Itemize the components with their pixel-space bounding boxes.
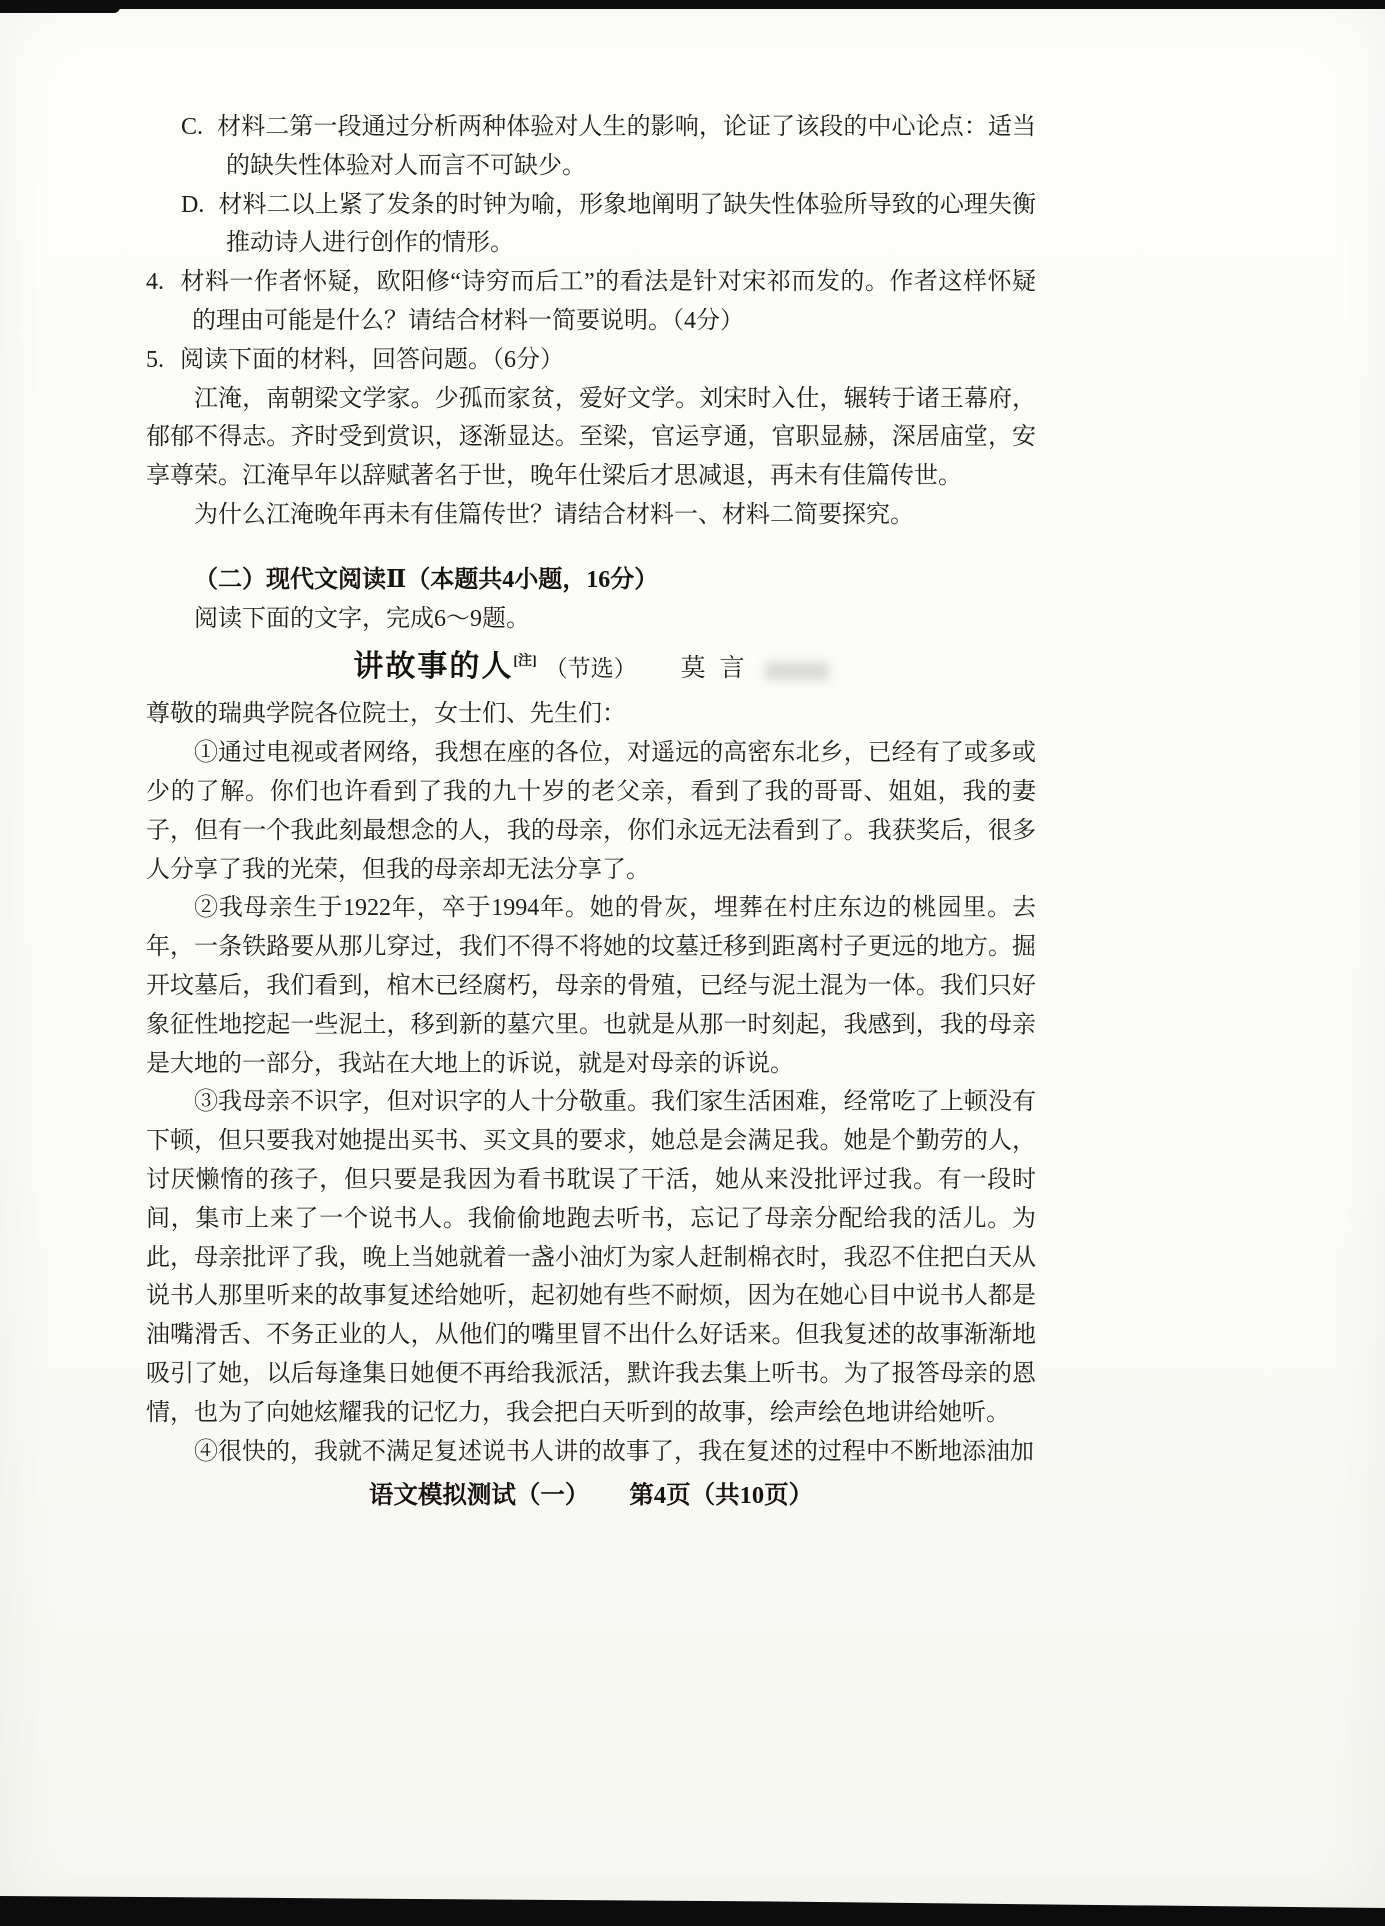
passage-title-note: [注] [513,654,537,670]
question-4-number: 4. [146,269,164,296]
option-c-label: C. [181,114,204,140]
question-5-text: 阅读下面的材料，回答问题。（6分） [180,346,564,373]
choice-option-c [146,108,1036,186]
passage-author: 莫言 [680,655,759,683]
section-2-instruction: 阅读下面的文字，完成6～9题。 [194,605,530,632]
question-4 [146,263,1036,341]
choice-option-d [146,186,1036,264]
reading-passage-title-line [146,640,1036,693]
scan-artifact-top-edge [0,0,1385,9]
scan-artifact-top-corner [0,0,120,13]
passage-paragraph-2: ②我母亲生于1922年，卒于1994年。她的骨灰，埋葬在村庄东边的桃园里。去年，一条铁路要从那儿穿过，我们不得不将她的坟墓迁移到距离村子更远的地方。掘开坟墓后，我们看到，棺木已经腐朽，母亲的骨殖，已经与泥土混为一体。我们只好象征性地挖起一些泥土，移到新的墓穴里。也就是从那一时刻起，我感到，我的母亲是大地的一部分，我站在大地上的诉说，就是对母亲的诉说。 [146,895,1036,1077]
passage-paragraph-4: ④很快的，我就不满足复述说书人讲的故事了，我在复述的过程中不断地添油加 [194,1438,1034,1465]
footer-page-number: 第4页（共10页） [629,1482,814,1509]
option-d-label: D. [181,191,205,218]
section-2-heading: （二）现代文阅读Ⅱ（本题共4小题，16分） [194,566,659,593]
question-5-passage: 江淹，南朝梁文学家。少孤而家贫，爱好文学。刘宋时入仕，辗转于诸王幕府，郁郁不得志。齐时受到赏识，逐渐显达。至梁，官运亨通，官职显赫，深居庙堂，安享尊荣。江淹早年以辞赋著名于世，晚年仕梁后才思减退，再未有佳篇传世。 [146,385,1036,490]
question-5-number: 5. [146,346,164,373]
footer-exam-title: 语文模拟测试（一） [368,1482,590,1509]
passage-paragraph-3: ③我母亲不识字，但对识字的人十分敬重。我们家生活困难，经常吃了上顿没有下顿，但只要我对她提出买书、买文具的要求，她总是会满足我。她是个勤劳的人，讨厌懒惰的孩子，但只要是我因为看书耽误了干活，她从来没批评过我。有一段时间，集市上来了一个说书人。我偷偷地跑去听书，忘记了母亲分配给我的活儿。为此，母亲批评了我，晚上当她就着一盏小油灯为家人赶制棉衣时，我忍不住把白天从说书人那里听来的故事复述给她听，起初她有些不耐烦，因为在她心目中说书人都是油嘴滑舌、不务正业的人，从他们的嘴里冒不出什么好话来。但我复述的故事渐渐地吸引了她，以后每逢集日她便不再给我派活，默许我去集上听书。为了报答母亲的恩情，也为了向她炫耀我的记忆力，我会把白天听到的故事，绘声绘色地讲给她听。 [146,1089,1036,1426]
page-content [146,108,1036,1471]
option-c-text: 材料二第一段通过分析两种体验对人生的影响，论证了该段的中心论点：适当的缺失性体验对人而言不可缺少。 [217,114,1036,179]
option-d-text: 材料二以上紧了发条的时钟为喻，形象地阐明了缺失性体验所导致的心理失衡推动诗人进行创作的情形。 [218,191,1036,257]
page-footer [146,1476,1036,1511]
scan-smudge [765,662,829,680]
scan-artifact-bottom-edge [0,1896,1385,1926]
question-4-text: 材料一作者怀疑，欧阳修“诗穷而后工”的看法是针对宋祁而发的。作者这样怀疑的理由可能是什么？请结合材料一简要说明。（4分） [180,269,1036,334]
passage-subtitle: （节选） [544,656,637,682]
question-5 [146,341,1036,380]
passage-salutation: 尊敬的瑞典学院各位院士，女士们、先生们： [146,701,626,728]
passage-paragraph-1: ①通过电视或者网络，我想在座的各位，对遥远的高密东北乡，已经有了或多或少的了解。你们也许看到了我的九十岁的老父亲，看到了我的哥哥、姐姐，我的妻子，但有一个我此刻最想念的人，我的母亲，你们永远无法看到了。我获奖后，很多人分享了我的光荣，但我的母亲却无法分享了。 [146,740,1036,883]
passage-title: 讲故事的人 [353,650,514,684]
question-5-prompt: 为什么江淹晚年再未有佳篇传世？请结合材料一、材料二简要探究。 [194,501,914,528]
